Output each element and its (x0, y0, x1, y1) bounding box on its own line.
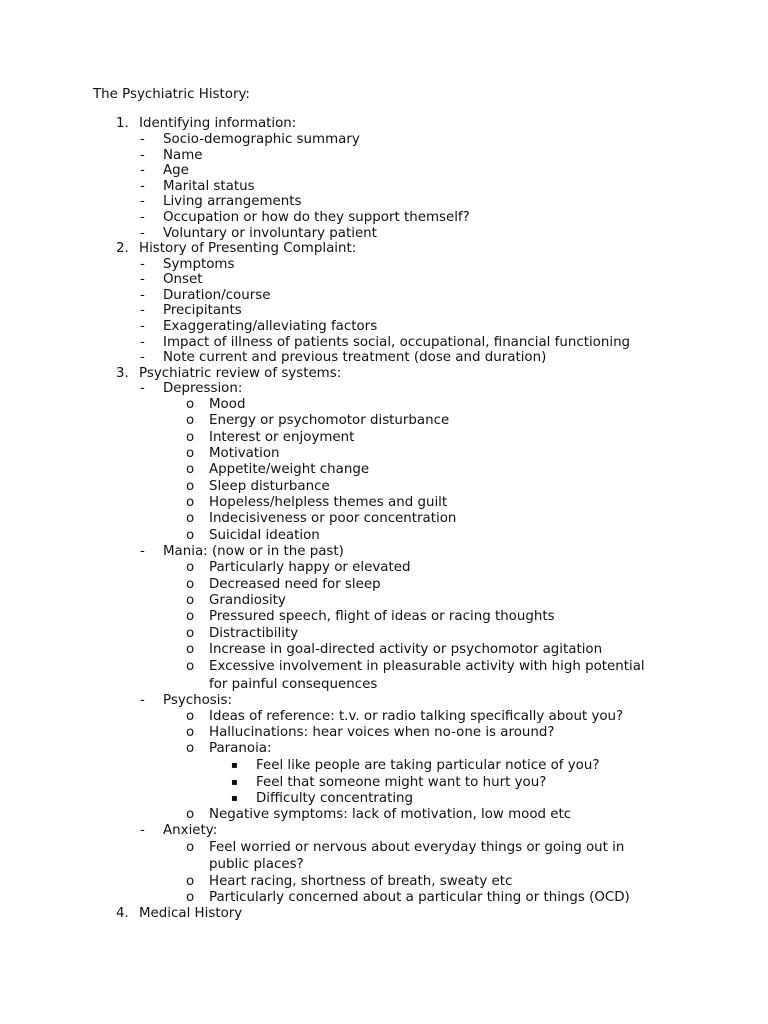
group-label: Mania: (now or in the past) (163, 544, 344, 559)
list-item: Occupation or how do they support themself? (163, 210, 470, 225)
circle-bullet: o (186, 430, 195, 445)
list-item: Appetite/weight change (209, 462, 370, 477)
list-item: Symptoms (163, 257, 235, 272)
dash-bullet: - (140, 257, 145, 272)
list-item: Interest or enjoyment (209, 430, 355, 445)
square-bullet: ▪ (231, 760, 238, 771)
list-item: Increase in goal-directed activity or psychomotor agitation (209, 642, 603, 657)
list-item: Particularly happy or elevated (209, 560, 411, 575)
dash-bullet: - (140, 148, 145, 163)
dash-bullet: - (140, 693, 145, 708)
list-item: Living arrangements (163, 194, 302, 209)
list-item: Feel worried or nervous about everyday things or going out in (209, 840, 625, 855)
circle-bullet: o (186, 874, 195, 889)
list-item: Precipitants (163, 303, 242, 318)
list-item: Particularly concerned about a particular thing or things (OCD) (209, 890, 630, 905)
circle-bullet: o (186, 642, 195, 657)
list-item: Duration/course (163, 288, 271, 303)
list-item-continuation: public places? (209, 857, 304, 872)
circle-bullet: o (186, 626, 195, 641)
list-item: Note current and previous treatment (dose and duration) (163, 350, 547, 365)
circle-bullet: o (186, 840, 195, 855)
list-item: Negative symptoms: lack of motivation, low mood etc (209, 807, 572, 822)
square-bullet: ▪ (231, 777, 238, 788)
circle-bullet: o (186, 462, 195, 477)
list-item: Onset (163, 272, 203, 287)
section-heading: Medical History (139, 906, 243, 921)
section-number: 2. (116, 241, 129, 256)
list-item: Heart racing, shortness of breath, sweaty etc (209, 874, 513, 889)
dash-bullet: - (140, 194, 145, 209)
dash-bullet: - (140, 823, 145, 838)
list-item: Age (163, 163, 189, 178)
list-item: Socio-demographic summary (163, 132, 360, 147)
list-item: Distractibility (209, 626, 299, 641)
dash-bullet: - (140, 226, 145, 241)
list-item: Marital status (163, 179, 255, 194)
list-item: Difficulty concentrating (256, 791, 414, 806)
list-item: Voluntary or involuntary patient (163, 226, 377, 241)
circle-bullet: o (186, 725, 195, 740)
section-heading: Psychiatric review of systems: (139, 366, 342, 381)
circle-bullet: o (186, 577, 195, 592)
section-heading: Identifying information: (139, 116, 297, 131)
list-item: Exaggerating/alleviating factors (163, 319, 378, 334)
list-item: Ideas of reference: t.v. or radio talking specifically about you? (209, 709, 624, 724)
square-bullet: ▪ (231, 793, 238, 804)
section-heading: History of Presenting Complaint: (139, 241, 357, 256)
circle-bullet: o (186, 479, 195, 494)
dash-bullet: - (140, 319, 145, 334)
dash-bullet: - (140, 163, 145, 178)
list-item: Impact of illness of patients social, occupational, financial functioning (163, 335, 631, 350)
list-item: Feel that someone might want to hurt you? (256, 775, 547, 790)
circle-bullet: o (186, 413, 195, 428)
circle-bullet: o (186, 397, 195, 412)
dash-bullet: - (140, 288, 145, 303)
list-item-continuation: for painful consequences (209, 677, 378, 692)
group-label: Psychosis: (163, 693, 232, 708)
dash-bullet: - (140, 544, 145, 559)
circle-bullet: o (186, 609, 195, 624)
section-number: 3. (116, 366, 129, 381)
list-item: Name (163, 148, 203, 163)
list-item: Hopeless/helpless themes and guilt (209, 495, 448, 510)
list-item: Motivation (209, 446, 280, 461)
circle-bullet: o (186, 560, 195, 575)
list-item: Paranoia: (209, 741, 272, 756)
section-number: 1. (116, 116, 129, 131)
list-item: Feel like people are taking particular notice of you? (256, 758, 600, 773)
list-item: Suicidal ideation (209, 528, 320, 543)
dash-bullet: - (140, 350, 145, 365)
dash-bullet: - (140, 335, 145, 350)
dash-bullet: - (140, 179, 145, 194)
circle-bullet: o (186, 659, 195, 674)
group-label: Anxiety: (163, 823, 218, 838)
circle-bullet: o (186, 890, 195, 905)
list-item: Sleep disturbance (209, 479, 330, 494)
section-number: 4. (116, 906, 129, 921)
dash-bullet: - (140, 381, 145, 396)
circle-bullet: o (186, 807, 195, 822)
circle-bullet: o (186, 511, 195, 526)
list-item: Excessive involvement in pleasurable activity with high potential (209, 659, 645, 674)
list-item: Hallucinations: hear voices when no-one is around? (209, 725, 555, 740)
list-item: Pressured speech, flight of ideas or racing thoughts (209, 609, 555, 624)
document-title: The Psychiatric History: (93, 87, 250, 102)
dash-bullet: - (140, 303, 145, 318)
list-item: Decreased need for sleep (209, 577, 381, 592)
dash-bullet: - (140, 132, 145, 147)
circle-bullet: o (186, 709, 195, 724)
group-label: Depression: (163, 381, 243, 396)
circle-bullet: o (186, 593, 195, 608)
list-item: Mood (209, 397, 246, 412)
list-item: Grandiosity (209, 593, 286, 608)
dash-bullet: - (140, 272, 145, 287)
list-item: Energy or psychomotor disturbance (209, 413, 450, 428)
list-item: Indecisiveness or poor concentration (209, 511, 457, 526)
circle-bullet: o (186, 446, 195, 461)
dash-bullet: - (140, 210, 145, 225)
circle-bullet: o (186, 495, 195, 510)
circle-bullet: o (186, 741, 195, 756)
circle-bullet: o (186, 528, 195, 543)
